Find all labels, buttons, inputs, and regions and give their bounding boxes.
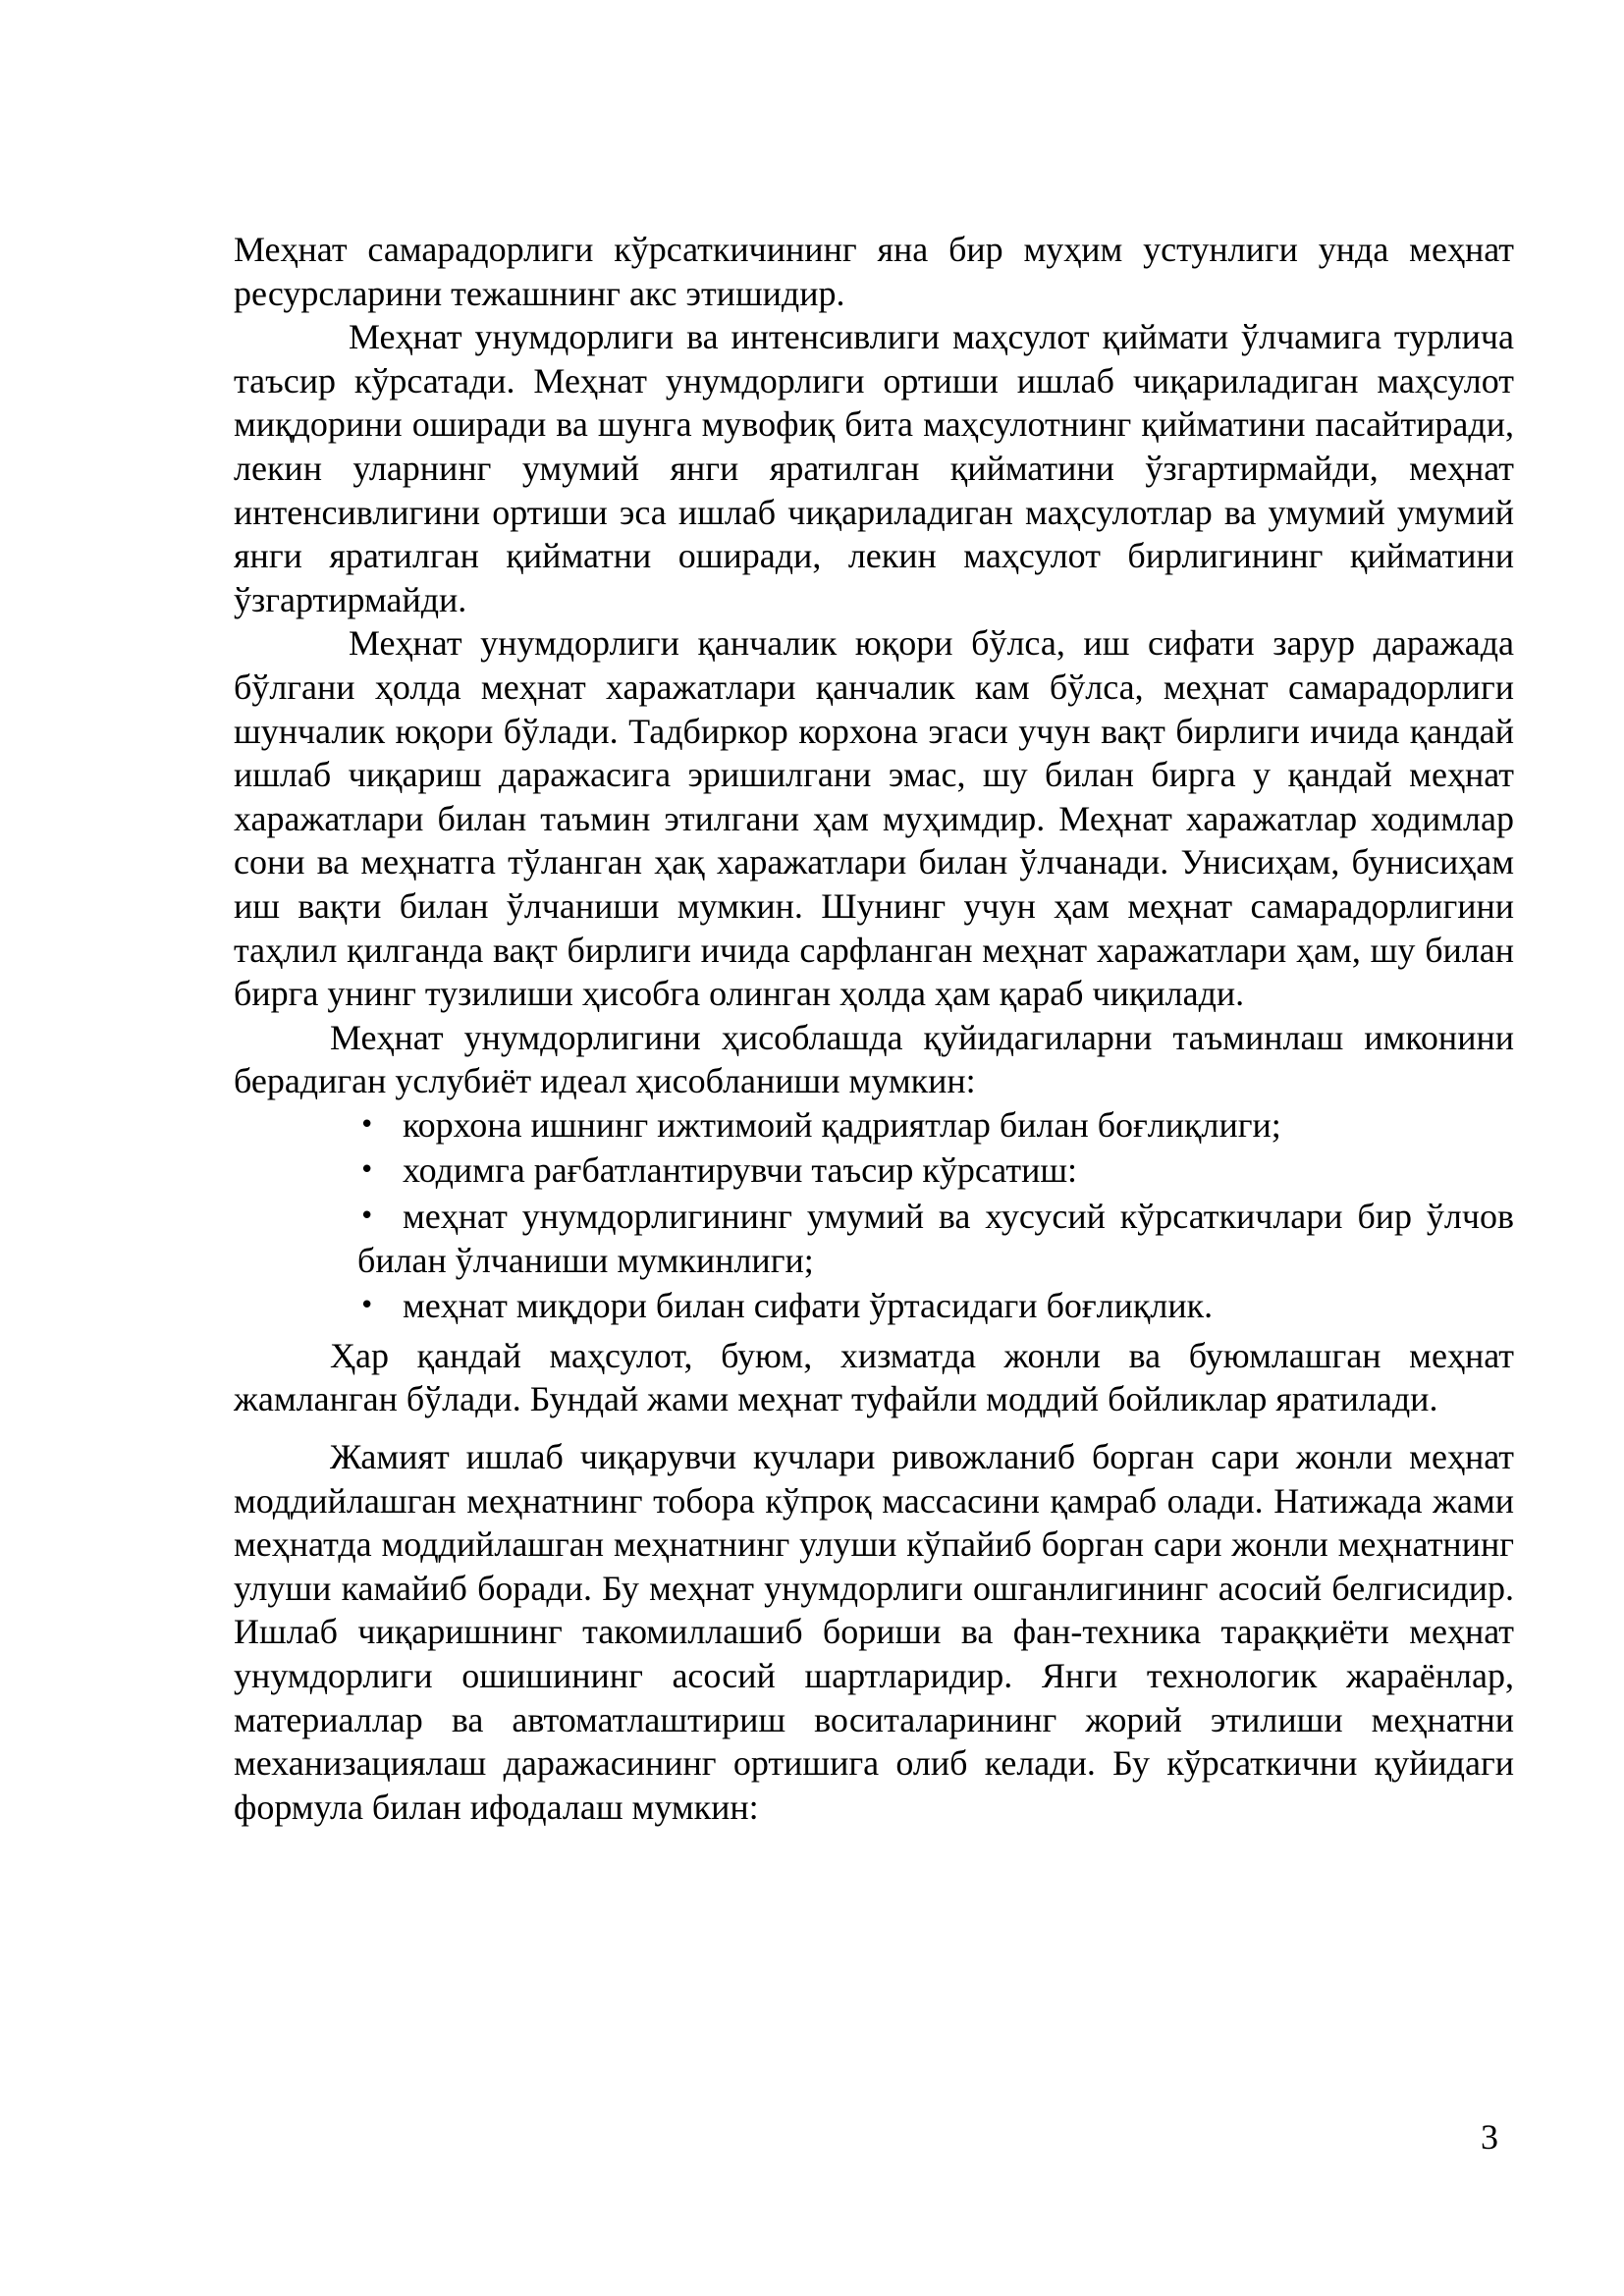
paragraph-4: Меҳнат унумдорлигини ҳисоблашда қуйидагиларни таъминлаш имконини берадиган услубиёт идеал ҳисобланиши мумкин: bbox=[234, 1017, 1514, 1101]
bullet-text: меҳнат унумдорлигининг умумий ва хусусий кўрсаткичлари бир ўлчов билан ўлчаниши мумкинлиги; bbox=[357, 1197, 1514, 1280]
paragraph-2: Меҳнат унумдорлиги ва интенсивлиги маҳсулот қиймати ўлчамига турлича таъсир кўрсатади. Меҳнат унумдорлиги ортиши ишлаб чиқариладиган маҳсулот миқдорини оширади ва шунга мувофиқ бита маҳсулотнинг қийматини пасайтиради, лекин уларнинг умумий янги яратилган қийматини ўзгартирмайди, меҳнат интенсивлигини ортиши эса ишлаб чиқариладиган маҳсулотлар ва умумий умумий янги яратилган қийматни оширади, лекин маҳсулот бирлигининг қийматини ўзгартирмайди. bbox=[234, 317, 1514, 619]
bullet-icon: • bbox=[359, 1201, 375, 1232]
bullet-item-3 bbox=[234, 1195, 1514, 1282]
document-body bbox=[234, 228, 1514, 1829]
bullet-item-2 bbox=[234, 1148, 1514, 1193]
bullet-item-4 bbox=[234, 1284, 1514, 1328]
bullet-text: корхона ишнинг ижтимоий қадриятлар билан боғлиқлиги; bbox=[403, 1104, 1281, 1145]
bullet-item-1 bbox=[234, 1103, 1514, 1148]
paragraph-6: Жамият ишлаб чиқарувчи кучлари ривожланиб борган сари жонли меҳнат моддийлашган меҳнатнинг тобора кўпроқ массасини қамраб олади. Натижада жами меҳнатда моддийлашган меҳнатнинг улуши кўпайиб борган сари жонли меҳнатнинг улуши камайиб боради. Бу меҳнат унумдорлиги ошганлигининг асосий белгисидир. Ишлаб чиқаришнинг такомиллашиб бориши ва фан-техника тараққиёти меҳнат унумдорлиги ошишининг асосий шартларидир. Янги технологик жараёнлар, материаллар ва автоматлаштириш воситаларининг жорий этилиши меҳнатни механизациялаш даражасининг ортишига олиб келади. Бу кўрсаткични қуйидаги формула билан ифодалаш мумкин: bbox=[234, 1437, 1514, 1827]
bullet-list bbox=[234, 1103, 1514, 1328]
page-number: 3 bbox=[1481, 2117, 1498, 2157]
bullet-text: ходимга рағбатлантирувчи таъсир кўрсатиш: bbox=[403, 1150, 1078, 1191]
paragraph-5: Ҳар қандай маҳсулот, буюм, хизматда жонли ва буюмлашган меҳнат жамланган бўлади. Бундай жами меҳнат туфайли моддий бойликлар яратилади. bbox=[234, 1335, 1514, 1419]
bullet-icon: • bbox=[359, 1291, 375, 1321]
paragraph-1: Меҳнат самарадорлиги кўрсаткичининг яна бир муҳим устунлиги унда меҳнат ресурсларини тежашнинг акс этишидир. bbox=[234, 230, 1514, 313]
bullet-text: меҳнат миқдори билан сифати ўртасидаги боғлиқлик. bbox=[403, 1286, 1214, 1326]
bullet-icon: • bbox=[359, 1109, 375, 1140]
paragraph-3: Меҳнат унумдорлиги қанчалик юқори бўлса, иш сифати зарур даражада бўлгани ҳолда меҳнат харажатлари қанчалик кам бўлса, меҳнат самарадорлиги шунчалик юқори бўлади. Тадбиркор корхона эгаси учун вақт бирлиги ичида қандай ишлаб чиқариш даражасига эришилгани эмас, шу билан бирга у қандай меҳнат харажатлари билан таъмин этилгани ҳам муҳимдир. Меҳнат харажатлар ходимлар сони ва меҳнатга тўланган ҳақ харажатлари билан ўлчанади. Унисиҳам, бунисиҳам иш вақти билан ўлчаниши мумкин. Шунинг учун ҳам меҳнат самарадорлигини таҳлил қилганда вақт бирлиги ичида сарфланган меҳнат харажатлари ҳам, шу билан бирга унинг тузилиши ҳисобга олинган ҳолда ҳам қараб чиқилади. bbox=[234, 623, 1514, 1014]
bullet-icon: • bbox=[359, 1155, 375, 1186]
